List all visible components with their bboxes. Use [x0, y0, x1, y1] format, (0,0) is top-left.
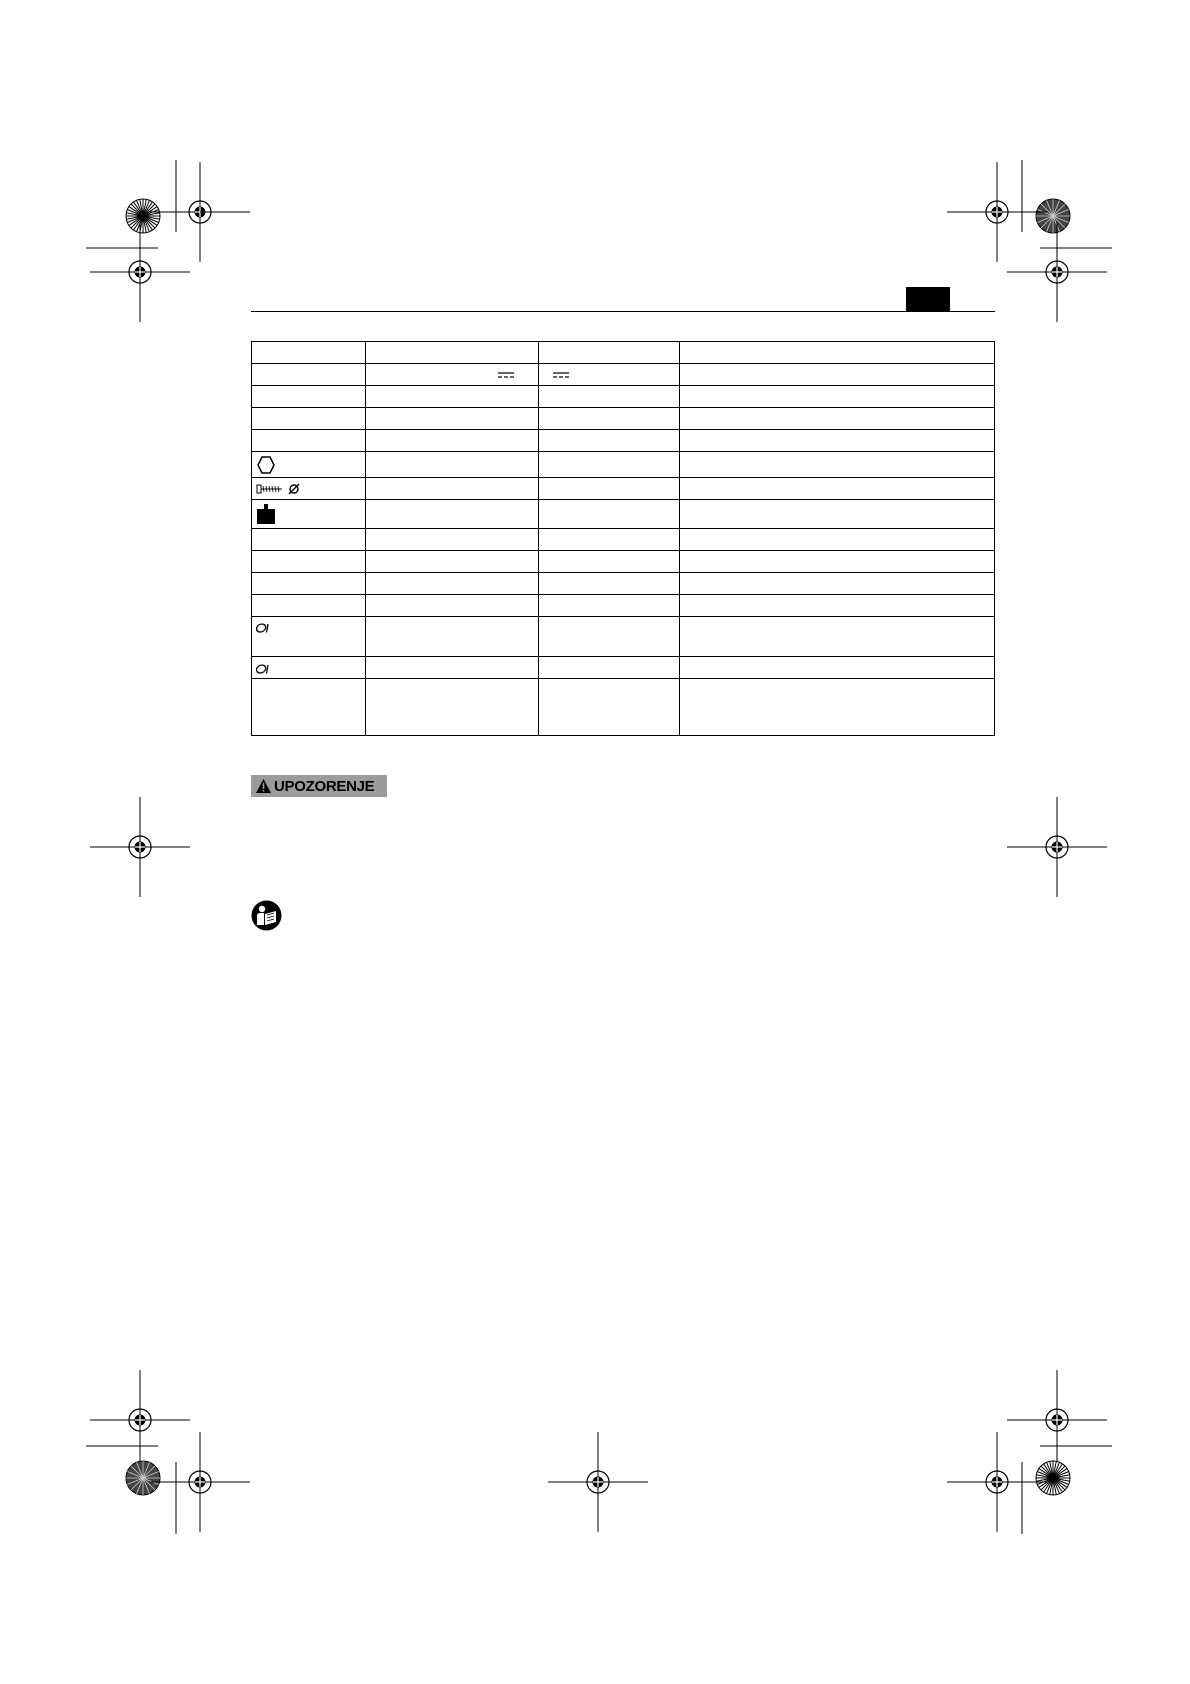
table-cell	[252, 478, 366, 500]
table-row	[252, 573, 995, 595]
table-cell	[539, 364, 680, 386]
table-cell	[366, 573, 539, 595]
table-row	[252, 452, 995, 478]
table-row	[252, 551, 995, 573]
italic-a-icon	[256, 660, 272, 676]
language-tab	[906, 287, 950, 311]
table-cell	[680, 430, 995, 452]
table-cell	[539, 386, 680, 408]
table-row	[252, 529, 995, 551]
table-cell	[680, 657, 995, 679]
italic-a-icon	[256, 619, 272, 635]
table-cell	[252, 657, 366, 679]
screw-diameter-icon	[256, 483, 300, 495]
table-cell	[680, 573, 995, 595]
table-cell	[252, 551, 366, 573]
warning-triangle-icon	[255, 778, 272, 794]
table-cell	[366, 342, 539, 364]
table-cell	[252, 679, 366, 736]
table-cell	[539, 595, 680, 617]
table-cell	[539, 430, 680, 452]
table-cell	[366, 551, 539, 573]
table-row	[252, 657, 995, 679]
table-row	[252, 500, 995, 529]
table-cell	[252, 364, 366, 386]
table-row	[252, 430, 995, 452]
table-cell	[252, 452, 366, 478]
table-cell	[252, 430, 366, 452]
table-cell	[680, 408, 995, 430]
table-cell	[539, 529, 680, 551]
table-row	[252, 679, 995, 736]
table-cell	[680, 551, 995, 573]
table-cell	[252, 595, 366, 617]
table-cell	[539, 573, 680, 595]
table-cell	[366, 529, 539, 551]
table-cell	[539, 617, 680, 657]
table-cell	[366, 679, 539, 736]
table-row	[252, 364, 995, 386]
table-cell	[539, 452, 680, 478]
table-cell	[252, 408, 366, 430]
table-cell	[366, 430, 539, 452]
table-cell	[680, 679, 995, 736]
table-cell	[252, 529, 366, 551]
table-cell	[680, 478, 995, 500]
table-cell	[539, 342, 680, 364]
table-cell	[680, 342, 995, 364]
table-cell	[366, 408, 539, 430]
hexagon-nut-icon	[256, 455, 276, 475]
table-cell	[252, 386, 366, 408]
table-cell	[366, 617, 539, 657]
table-cell	[680, 386, 995, 408]
table-cell	[680, 364, 995, 386]
dc-symbol-icon	[498, 371, 514, 379]
table-cell	[366, 500, 539, 529]
table-cell	[252, 617, 366, 657]
table-cell	[680, 595, 995, 617]
table-cell	[366, 452, 539, 478]
table-cell	[539, 478, 680, 500]
table-row	[252, 617, 995, 657]
table-cell	[366, 364, 539, 386]
table-row	[252, 595, 995, 617]
table-cell	[539, 500, 680, 529]
table-cell	[366, 386, 539, 408]
table-cell	[252, 573, 366, 595]
table-cell	[680, 617, 995, 657]
table-cell	[252, 500, 366, 529]
weight-icon	[256, 503, 276, 525]
table-row	[252, 478, 995, 500]
table-cell	[252, 342, 366, 364]
table-cell	[366, 657, 539, 679]
dc-symbol-icon	[553, 371, 569, 379]
table-row	[252, 342, 995, 364]
table-row	[252, 386, 995, 408]
table-cell	[539, 408, 680, 430]
table-cell	[366, 595, 539, 617]
table-cell	[366, 478, 539, 500]
technical-data-table	[251, 341, 995, 736]
table-cell	[680, 500, 995, 529]
table-cell	[539, 657, 680, 679]
header-rule	[251, 311, 995, 312]
table-cell	[539, 679, 680, 736]
table-cell	[680, 529, 995, 551]
warning-label: UPOZORENJE	[274, 777, 375, 795]
warning-badge	[251, 775, 387, 797]
table-cell	[680, 452, 995, 478]
table-cell	[539, 551, 680, 573]
table-row	[252, 408, 995, 430]
read-manual-icon	[251, 900, 282, 931]
